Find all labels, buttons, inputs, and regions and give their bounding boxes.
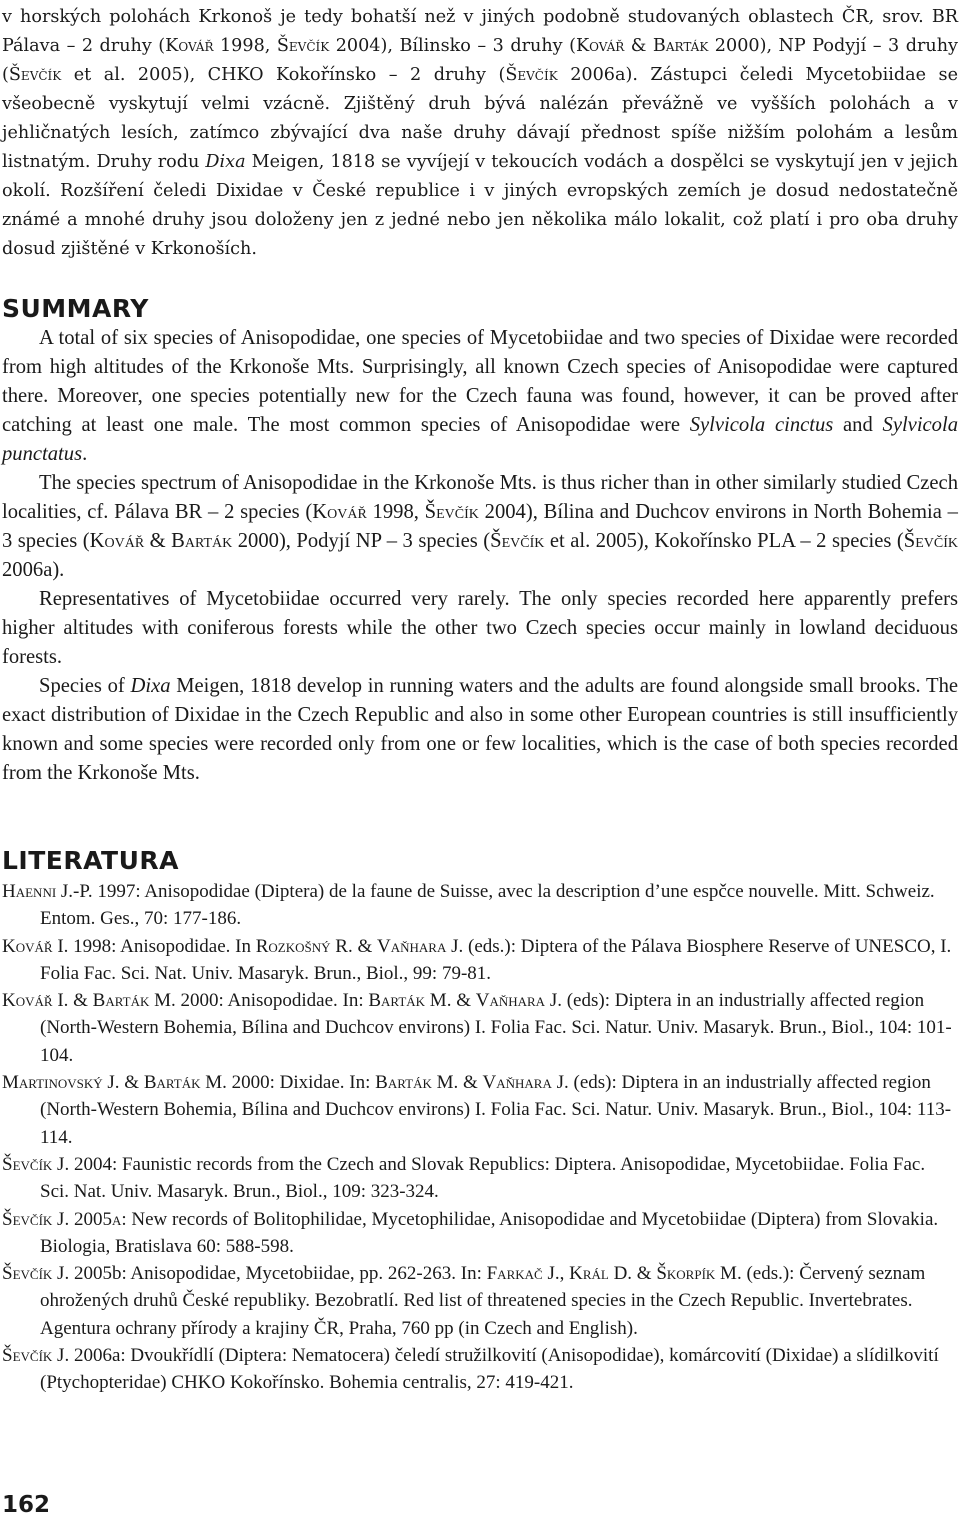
czech-paragraph: [2, 3, 958, 264]
author-name: Barták: [368, 990, 426, 1012]
summary-paragraph: [2, 324, 958, 469]
summary-paragraph: [2, 672, 958, 788]
genus-name: Dixa: [130, 675, 171, 697]
text-run: 1998,: [213, 36, 277, 56]
author-name: Ševčík: [8, 65, 62, 85]
summary-paragraph: [2, 469, 958, 585]
text-run: v horských polohách Krkonoš je tedy bohatší než v jiných podobně studovaných oblastech ČR, srov. BR Pálava – 2 druhy (: [2, 7, 958, 56]
year-label: 2005a: [73, 1208, 122, 1230]
author-name: Vaňhara: [482, 1072, 552, 1094]
reference-item: [2, 987, 958, 1069]
text-run: 2006a). Zástupci čeledi Mycetobiidae se všeobecně vyskytují velmi vzácně. Zjištěný druh bývá nalézán převážně ve vyšších polohách a v jehličnatých lesích, zatímco zbývající dva naše druhy dávají přednost spíše nižším polohám a lesům listnatým. Druhy rodu: [2, 65, 958, 172]
author-name: Ševčík: [2, 1153, 53, 1175]
reference-item: [2, 878, 958, 933]
text-run: J.-P. 1997: Anisopodidae (Diptera) de la faune de Suisse, avec la description d’une espčce nouvelle. Mitt. Schweiz. Entom. Ges., 70: 177-186.: [40, 881, 935, 930]
text-run: Species of: [39, 675, 131, 697]
text-run: I. &: [52, 990, 93, 1012]
author-name: Kovář: [312, 501, 367, 523]
text-run: and: [833, 414, 883, 436]
author-name: Ševčík: [424, 501, 479, 523]
text-run: Meigen, 1818 develop in running waters and the adults are found alongside small brooks. The exact distribution of Dixidae in the Czech Republic and also in some other European countries is still insufficiently known and some species were recorded only from one or few localities, which is the case of both species recorded from the Krkonoše Mts.: [2, 675, 959, 784]
text-run: 2004), Bílina and Duchcov environs in North Bohemia – 3 species (: [2, 501, 958, 552]
text-run: : New records of Bolitophilidae, Mycetophilidae, Anisopodidae and Mycetobiidae (Diptera) from Slovakia. Biologia, Bratislava 60: 588-598.: [40, 1208, 939, 1257]
summary-paragraph: Representatives of Mycetobiidae occurred very rarely. The only species recorded here apparently prefers higher altitudes with coniferous forests while the other two Czech species occur mainly in lowland deciduous forests.: [2, 588, 958, 668]
reference-list: [2, 878, 958, 1397]
species-name: Sylvicola cinctus: [689, 414, 834, 436]
literatura-heading: LITERATURA: [2, 846, 179, 875]
text-run: J.: [52, 1208, 74, 1230]
reference-item: [2, 1342, 958, 1397]
text-run: et al. 2005), Kokořínsko PLA – 2 species (: [544, 530, 904, 552]
summary-heading: SUMMARY: [2, 294, 149, 323]
text-run: J. 2004: Faunistic records from the Czech and Slovak Republics: Diptera. Anisopodidae, Mycetobiidae. Folia Fac. Sci. Nat. Univ. Masaryk. Brun., Biol., 109: 323-324.: [40, 1153, 926, 1203]
author-name: Rozkošný: [255, 935, 331, 957]
text-run: M. 2000: Anisopodidae. In:: [149, 990, 369, 1012]
text-run: et al. 2005), CHKO Kokořínsko – 2 druhy (: [61, 65, 506, 85]
author-name: Ševčík: [2, 1345, 53, 1367]
page-number: 162: [2, 1492, 51, 1518]
author-name: Kovář & Barták: [89, 530, 233, 552]
author-name: Kovář: [2, 935, 53, 957]
text-run: 2004), Bílinsko – 3 druhy (: [329, 36, 576, 56]
author-name: Kovář: [165, 36, 214, 56]
text-run: J. (eds): Diptera in an industrially affected region (North-Western Bohemia, Bílina and Duchcov environs) I. Folia Fac. Sci. Natur. Univ. Masaryk. Brun., Biol., 104: 101-104.: [40, 990, 952, 1066]
text-run: A total of six species of Anisopodidae, one species of Mycetobiidae and two species of Dixidae were recorded from high altitudes of the Krkonoše Mts. Surprisingly, all known Czech species of Anisopodidae were captured there. Moreover, one species potentially new for the Czech fauna was found, however, it can be proved after catching at least one male. The most common species of Anisopodidae were: [2, 327, 958, 436]
author-name: Ševčík: [490, 530, 545, 552]
author-name: Martinovský: [2, 1072, 103, 1094]
author-name: Ševčík: [903, 530, 958, 552]
text-run: 2006a).: [2, 559, 65, 581]
author-name: Barták: [143, 1072, 201, 1094]
text-run: D. &: [608, 1263, 657, 1285]
author-name: Ševčík: [505, 65, 558, 85]
text-run: M. 2000: Dixidae. In:: [200, 1072, 376, 1094]
text-run: M. &: [431, 1072, 483, 1094]
author-name: Ševčík: [2, 1208, 53, 1230]
text-run: Meigen, 1818 se vyvíjejí v tekoucích vodách a dospělci se vyskytují jen v jejich okolí. Rozšíření čeledi Dixidae v České republice i v jiných evropských zemích je dosud nedostatečně známé a mnohé druhy jsou doloženy jen z jedné nebo jen několika málo lokalit, což platí i pro oba druhy dosud zjištěné v Krkonoších.: [2, 152, 958, 259]
author-name: Kovář & Barták: [575, 36, 709, 56]
reference-item: [2, 1206, 958, 1261]
text-run: 2000), NP Podyjí – 3 druhy (: [2, 36, 958, 85]
text-run: M. &: [425, 990, 476, 1012]
text-run: 2000), Podyjí NP – 3 species (: [232, 530, 491, 552]
author-name: Král: [569, 1263, 609, 1285]
reference-item: [2, 933, 958, 988]
text-run: J. (eds): Diptera in an industrially affected region (North-Western Bohemia, Bílina and Duchcov environs) I. Folia Fac. Sci. Natur. Univ. Masaryk. Brun., Biol., 104: 113-114.: [40, 1072, 952, 1148]
author-name: Škorpík: [656, 1263, 716, 1285]
author-name: Kovář: [2, 990, 53, 1012]
author-name: Ševčík: [276, 36, 330, 56]
text-run: .: [82, 443, 88, 465]
reference-item: [2, 1151, 958, 1206]
text-run: J. 2005b: Anisopodidae, Mycetobiidae, pp. 262-263. In:: [52, 1263, 487, 1285]
reference-item: [2, 1069, 958, 1151]
text-run: J. (eds.): Diptera of the Pálava Biosphere Reserve of UNESCO, I. Folia Fac. Sci. Nat. Univ. Masaryk. Brun., Biol., 99: 79-81.: [40, 935, 952, 984]
text-run: The species spectrum of Anisopodidae in the Krkonoše Mts. is thus richer than in other similarly studied Czech localities, cf. Pálava BR – 2 species (: [2, 472, 958, 523]
reference-item: [2, 1260, 958, 1342]
author-name: Barták: [92, 990, 150, 1012]
author-name: Vaňhara: [377, 935, 447, 957]
author-name: Ševčík: [2, 1263, 53, 1285]
text-run: 1998,: [366, 501, 425, 523]
genus-name: Dixa: [205, 152, 246, 172]
author-name: Barták: [375, 1072, 432, 1094]
text-run: R. &: [330, 935, 377, 957]
author-name: Vaňhara: [475, 990, 546, 1012]
text-run: I. 1998: Anisopodidae. In: [52, 935, 256, 957]
species-name: Sylvicola punctatus: [2, 414, 958, 465]
author-name: Haenni: [2, 881, 57, 902]
text-run: J. &: [102, 1072, 144, 1094]
text-run: J. 2006a: Dvoukřídlí (Diptera: Nematocera) čeledí stružilkovití (Anisopodidae), komárcovití (Dixidae) a slídilkovití (Ptychopteridae) CHKO Kokořínsko. Bohemia centralis, 27: 419-421.: [40, 1345, 939, 1394]
author-name: Farkač: [486, 1263, 543, 1285]
summary-section: [2, 324, 958, 788]
text-run: M. (eds.): Červený seznam ohrožených druhů České republiky. Bezobratlí. Red list of threatened species in the Czech Republic. Invertebrates. Agentura ochrany přírody a krajiny ČR, Praha, 760 pp (in Czech and English).: [40, 1263, 926, 1339]
text-run: J.,: [542, 1263, 570, 1285]
